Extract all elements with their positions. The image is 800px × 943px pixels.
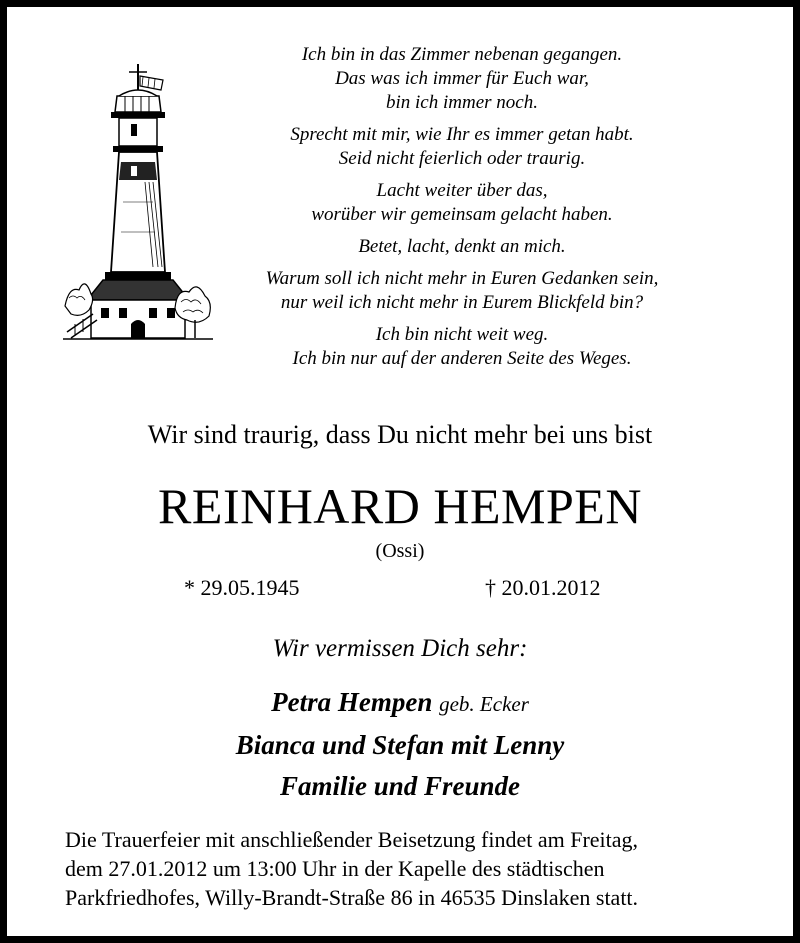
- funeral-details: [65, 825, 745, 912]
- birth-date: * 29.05.1945: [184, 575, 300, 600]
- poem-line: nur weil ich nicht mehr in Eurem Blickfeld bin?: [280, 292, 644, 313]
- miss-line: Wir vermissen Dich sehr:: [272, 635, 528, 662]
- funeral-line: Die Trauerfeier mit anschließender Beisetzung findet am Freitag,: [65, 827, 639, 852]
- intro-line: Wir sind traurig, dass Du nicht mehr bei uns bist: [147, 420, 653, 449]
- mourner-line: Bianca und Stefan mit Lenny: [235, 730, 565, 760]
- poem-line: Ich bin nur auf der anderen Seite des Weges.: [292, 348, 632, 369]
- poem-stanza: [217, 123, 707, 171]
- lighthouse-tower-icon: [63, 62, 213, 344]
- deceased-name: REINHARD HEMPEN: [158, 478, 642, 534]
- poem-line: Ich bin nicht weit weg.: [375, 324, 549, 345]
- poem-line: Seid nicht feierlich oder traurig.: [338, 148, 586, 169]
- mourner-line: [7, 682, 793, 725]
- funeral-line: dem 27.01.2012 um 13:00 Uhr in der Kapelle des städtischen: [65, 856, 605, 881]
- poem-stanza: [217, 323, 707, 371]
- poem-line: Warum soll ich nicht mehr in Euren Gedanken sein,: [265, 268, 659, 289]
- maiden-name: geb. Ecker: [439, 692, 529, 716]
- life-dates: [7, 575, 793, 607]
- memorial-poem: [217, 43, 707, 379]
- funeral-line: Parkfriedhofes, Willy-Brandt-Straße 86 in 46535 Dinslaken statt.: [65, 885, 639, 910]
- mourners-list: [7, 682, 793, 807]
- death-date: † 20.01.2012: [485, 575, 601, 600]
- poem-line: Ich bin in das Zimmer nebenan gegangen.: [301, 44, 623, 65]
- poem-line: bin ich immer noch.: [386, 92, 538, 113]
- deceased-nickname: (Ossi): [375, 540, 425, 562]
- poem-stanza: [217, 267, 707, 315]
- poem-stanza: [217, 43, 707, 115]
- poem-line: Sprecht mit mir, wie Ihr es immer getan habt.: [290, 124, 634, 145]
- mourner-line: Familie und Freunde: [279, 771, 521, 801]
- poem-line: Betet, lacht, denkt an mich.: [358, 236, 566, 257]
- poem-stanza: [217, 235, 707, 259]
- poem-line: Das was ich immer für Euch war,: [335, 68, 589, 89]
- poem-line: Lacht weiter über das,: [376, 180, 548, 201]
- mourner-name: Petra Hempen: [271, 687, 433, 717]
- poem-line: worüber wir gemeinsam gelacht haben.: [311, 204, 613, 225]
- poem-stanza: [217, 179, 707, 227]
